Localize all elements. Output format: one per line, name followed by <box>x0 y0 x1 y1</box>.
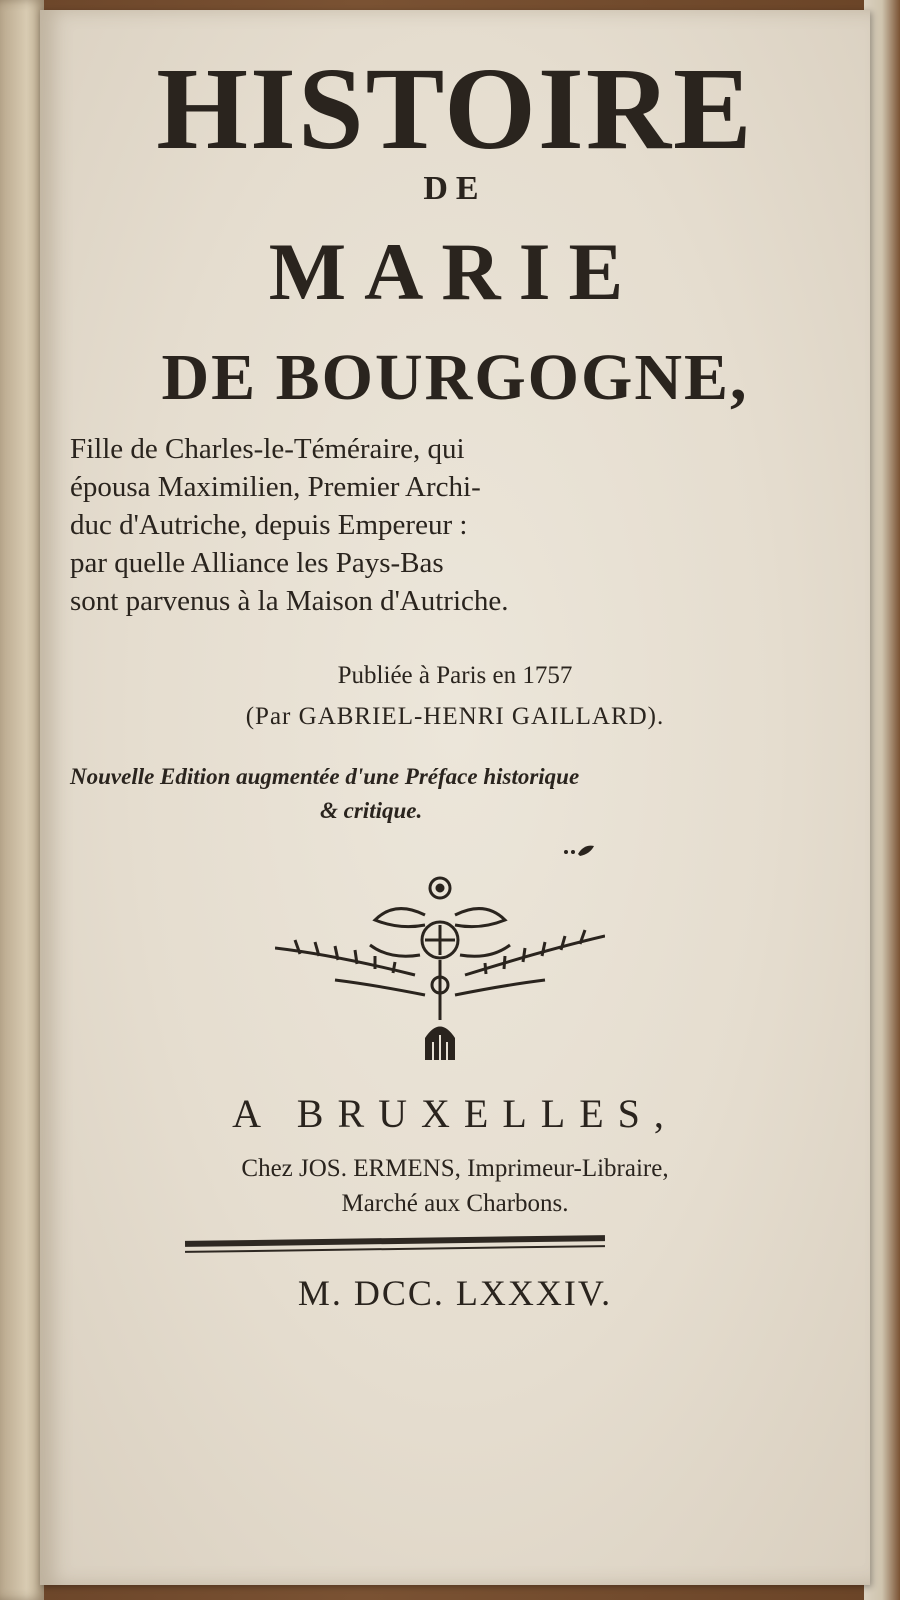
subtitle-line: Fille de Charles-le-Téméraire, qui <box>70 433 465 465</box>
subtitle-line: par quelle Alliance les Pays-Bas <box>70 547 444 579</box>
title-histoire: HISTOIRE <box>156 43 754 174</box>
title-de: DE <box>423 170 487 207</box>
title-page <box>40 10 870 1585</box>
author-line: (Par GABRIEL-HENRI GAILLARD). <box>245 703 665 730</box>
printer-address: Marché aux Charbons. <box>341 1190 569 1217</box>
edition-note <box>70 760 790 828</box>
publication-note: Publiée à Paris en 1757 <box>337 662 573 689</box>
double-rule-thin <box>185 1245 605 1253</box>
imprint-place: A BRUXELLES, <box>232 1091 678 1136</box>
title-marie: MARIE <box>268 226 642 317</box>
imprint-date: M. DCC. LXXXIV. <box>297 1273 613 1313</box>
edition-line-2: & critique. <box>320 798 423 823</box>
floral-vignette-icon <box>275 870 605 1070</box>
subtitle-line: duc d'Autriche, depuis Empereur : <box>70 509 468 541</box>
title-de-bourgogne: DE BOURGOGNE, <box>161 341 749 414</box>
previous-page-edge <box>0 0 44 1600</box>
subtitle-block <box>70 430 770 620</box>
edition-line-1: Nouvelle Edition augmentée d'une Préface historique <box>70 764 580 789</box>
subtitle-line: épousa Maximilien, Premier Archi- <box>70 471 481 503</box>
ink-stain <box>560 840 600 860</box>
printer-line: Chez JOS. ERMENS, Imprimeur-Libraire, <box>241 1155 669 1182</box>
subtitle-line: sont parvenus à la Maison d'Autriche. <box>70 585 509 617</box>
